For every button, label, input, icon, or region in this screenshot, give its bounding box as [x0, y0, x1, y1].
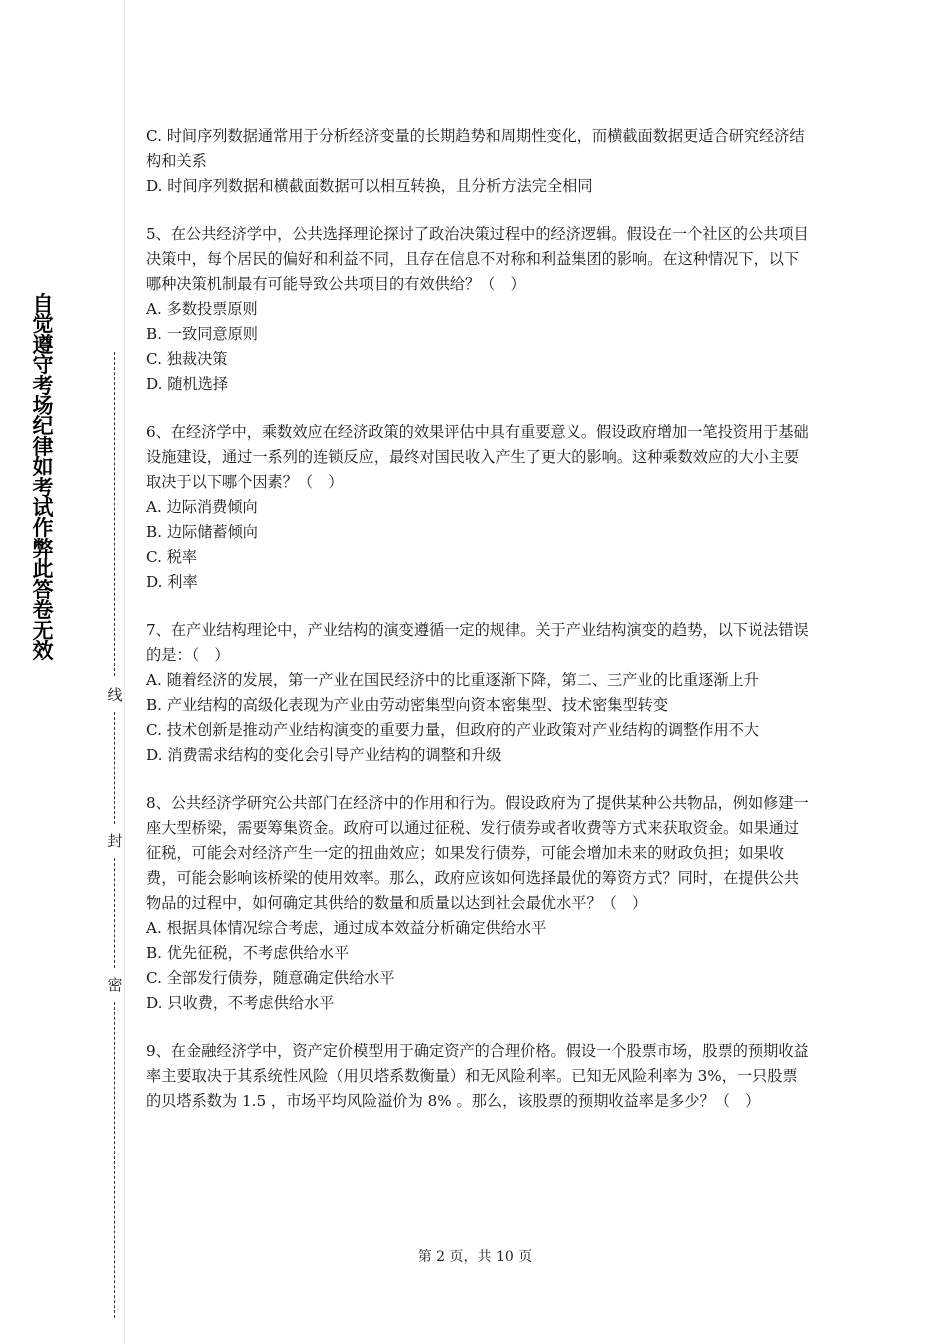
question-5 — [146, 222, 810, 397]
question-6 — [146, 420, 810, 595]
option-a: A. 边际消费倾向 — [146, 498, 258, 516]
previous-question-options — [146, 124, 810, 199]
binding-dashed-line — [114, 712, 115, 824]
question-8 — [146, 791, 810, 1016]
option-c: C. 全部发行债券，随意确定供给水平 — [146, 969, 395, 987]
option-d: D. 随机选择 — [146, 375, 229, 393]
question-stem: 8、公共经济学研究公共部门在经济中的作用和行为。假设政府为了提供某种公共物品，例如修建一座大型桥梁，需要筹集资金。政府可以通过征税、发行债券或者收费等方式来获取资金。如果通过征税，可能会对经济产生一定的扭曲效应；如果发行债券，可能会增加未来的财政负担；如果收费，可能会影响该桥梁的使用效率。那么，政府应该如何选择最优的筹资方式？同时，在提供公共物品的过程中，如何确定其供给的数量和质量以达到社会最优水平？（ ） — [146, 794, 809, 912]
option-c: C. 独裁决策 — [146, 350, 228, 368]
option-d: D. 只收费，不考虑供给水平 — [146, 994, 335, 1012]
option-b: B. 产业结构的高级化表现为产业由劳动密集型向资本密集型、技术密集型转变 — [146, 696, 669, 714]
binding-mark-secret: 密 — [104, 976, 126, 994]
option-b: B. 边际储蓄倾向 — [146, 523, 258, 541]
question-stem: 7、在产业结构理论中，产业结构的演变遵循一定的规律。关于产业结构演变的趋势，以下说法错误的是：（ ） — [146, 621, 809, 664]
option-d: D. 时间序列数据和横截面数据可以相互转换，且分析方法完全相同 — [146, 177, 593, 195]
option-c: C. 时间序列数据通常用于分析经济变量的长期趋势和周期性变化，而横截面数据更适合研究经济结构和关系 — [146, 127, 805, 170]
exam-discipline-notice: 自觉遵守考场纪律如考试作弊此答卷无效 — [32, 292, 54, 663]
question-stem: 9、在金融经济学中，资产定价模型用于确定资产的合理价格。假设一个股票市场，股票的预期收益率主要取决于其系统性风险（用贝塔系数衡量）和无风险利率。已知无风险利率为 3%，一只股票的贝塔系数为 1.5 ，市场平均风险溢价为 8% 。那么，该股票的预期收益率是多少？（ ） — [146, 1042, 809, 1110]
binding-mark-seal: 封 — [104, 832, 126, 850]
option-a: A. 随着经济的发展，第一产业在国民经济中的比重逐渐下降，第二、三产业的比重逐渐上升 — [146, 671, 759, 689]
question-9 — [146, 1039, 810, 1114]
page-margin-rule — [124, 0, 125, 1344]
option-d: D. 利率 — [146, 573, 198, 591]
option-a: A. 根据具体情况综合考虑，通过成本效益分析确定供给水平 — [146, 919, 547, 937]
binding-mark-line: 线 — [104, 686, 126, 704]
option-b: B. 优先征税，不考虑供给水平 — [146, 944, 350, 962]
question-7 — [146, 618, 810, 768]
option-a: A. 多数投票原则 — [146, 300, 258, 318]
binding-dashed-line — [114, 1002, 115, 1318]
question-stem: 5、在公共经济学中，公共选择理论探讨了政治决策过程中的经济逻辑。假设在一个社区的公共项目决策中，每个居民的偏好和利益不同，且存在信息不对称和利益集团的影响。在这种情况下，以下哪种决策机制最有可能导致公共项目的有效供给？（ ） — [146, 225, 809, 293]
binding-dashed-line — [114, 858, 115, 968]
page-number-footer: 第 2 页，共 10 页 — [417, 1249, 533, 1265]
option-d: D. 消费需求结构的变化会引导产业结构的调整和升级 — [146, 746, 502, 764]
option-c: C. 税率 — [146, 548, 198, 566]
binding-dashed-line — [114, 352, 115, 676]
exam-content — [146, 124, 810, 1137]
question-stem: 6、在经济学中，乘数效应在经济政策的效果评估中具有重要意义。假设政府增加一笔投资用于基础设施建设，通过一系列的连锁反应，最终对国民收入产生了更大的影响。这种乘数效应的大小主要取决于以下哪个因素？（ ） — [146, 423, 809, 491]
option-c: C. 技术创新是推动产业结构演变的重要力量，但政府的产业政策对产业结构的调整作用不大 — [146, 721, 760, 739]
option-b: B. 一致同意原则 — [146, 325, 258, 343]
